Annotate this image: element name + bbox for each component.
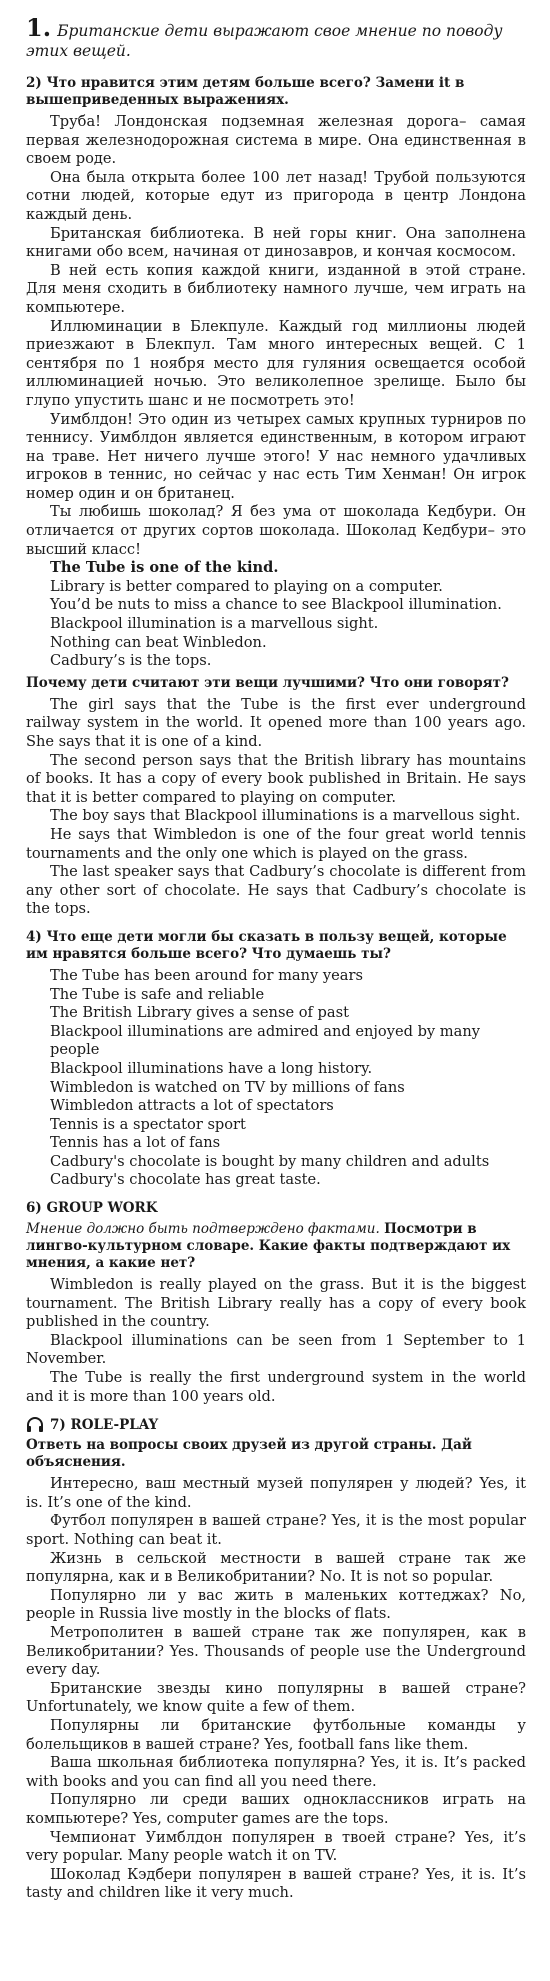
paragraph: Она была открыта более 100 лет назад! Трубой пользуются сотни людей, которые едут из пригорода в центр Лондона каждый день. [26,168,526,223]
section-7-subheading: Ответь на вопросы своих друзей из другой страны. Дай объяснения. [26,1437,472,1471]
section-4-list [50,967,526,1190]
paragraph: Шоколад Кэдбери популярен в вашей стране? Yes, it is. It’s tasty and children like it very much. [26,1865,526,1902]
paragraph: Футбол популярен в вашей стране? Yes, it is the most popular sport. Nothing can beat it. [26,1512,526,1548]
paragraph: The Tube is really the first underground system in the world and it is more than 100 years old. [26,1369,526,1405]
paragraph: Британская библиотека. В ней горы книг. Она заполнена книгами обо всем, начиная от динозавров, и кончая космосом. [26,224,526,261]
list-item: The Tube is safe and reliable [50,985,265,1003]
list-item: Blackpool illuminations have a long history. [50,1059,373,1077]
paragraph: Интересно, ваш местный музей популярен у людей? Yes, it is. It’s one of the kind. [26,1475,526,1511]
exercise-number: 1. [26,13,52,42]
list-item: Cadbury's chocolate has great taste. [50,1171,321,1189]
paragraph: Труба! Лондонская подземная железная дорога– самая первая железнодорожная система в мире. Она единственная в своем роде. [26,113,526,168]
paragraph: Популярно ли среди ваших одноклассников играть на компьютере? Yes, computer games are the tops. [26,1791,526,1827]
section-2-answer-list [50,559,526,671]
list-item: Cadbury's chocolate is bought by many children and adults [50,1152,490,1170]
list-item: Blackpool illuminations are admired and enjoyed by many people [50,1022,480,1059]
section-6-subheading-bold: Посмотри в лингво-культурном словаре. Какие факты подтверждают их мнения, а какие нет? [26,1221,511,1272]
list-item: The Tube has been around for many years [50,966,363,984]
paragraph: Wimbledon is really played on the grass. But it is the biggest tournament. The British Library really has a copy of every book published in the country. [26,1276,526,1331]
exercise-title-text: Британские дети выражают свое мнение по поводу этих вещей. [26,22,503,60]
list-item: Wimbledon is watched on TV by millions of fans [50,1078,405,1096]
list-item: You’d be nuts to miss a chance to see Blackpool illumination. [50,596,502,614]
section-4-heading: 4) Что еще дети могли бы сказать в пользу вещей, которые им нравятся больше всего? Что думаешь ты? [26,928,507,962]
paragraph: Британские звезды кино популярны в вашей стране? Unfortunately, we know quite a few of them. [26,1679,526,1716]
section-7-heading-row [26,1416,526,1433]
section-7-paragraphs [26,1475,526,1903]
paragraph: Blackpool illuminations can be seen from 1 September to 1 November. [26,1331,526,1368]
paragraph: Чемпионат Уимблдон популярен в твоей стране? Yes, it’s very popular. Many people watch it on TV. [26,1828,526,1865]
section-6-subheading [26,1221,526,1272]
paragraph: Жизнь в сельской местности в вашей стране так же популярна, как и в Великобритании? No. It is not so popular. [26,1549,526,1586]
paragraph: Уимблдон! Это один из четырех самых крупных турниров по теннису. Уимблдон является единственным, в котором играют на траве. Нет ничего лучше этого! У нас немного удачливых игроков в теннис, но сейчас у нас есть Тим Хенман! Он игрок номер один и он британец. [26,410,526,502]
headphones-icon [26,1416,44,1433]
list-item: The British Library gives a sense of past [50,1004,349,1022]
section-6-subheading-italic: Мнение должно быть подтверждено фактами. [26,1221,380,1238]
section-6-heading: 6) GROUP WORK [26,1200,158,1217]
section-2-heading: 2) Что нравится этим детям больше всего? Замени it в вышеприведенных выражениях. [26,75,465,108]
list-item: The Tube is one of the kind. [50,559,279,577]
paragraph: Ты любишь шоколад? Я без ума от шоколада Кедбури. Он отличается от других сортов шоколада. Шоколад Кедбури– это высший класс! [26,503,526,558]
section-7-heading: 7) ROLE-PLAY [50,1416,159,1433]
paragraph: The boy says that Blackpool illuminations is a marvellous sight. [50,807,521,825]
list-item: Nothing can beat Winbledon. [50,633,267,651]
paragraph: Ваша школьная библиотека популярна? Yes, it is. It’s packed with books and you can find all you need there. [26,1754,526,1790]
paragraph: The last speaker says that Cadbury’s chocolate is different from any other sort of chocolate. He says that Cadbury’s chocolate is the tops. [26,863,526,918]
section-6-paragraphs [26,1276,526,1406]
list-item: Cadbury’s is the tops. [50,652,212,670]
list-item: Blackpool illumination is a marvellous sight. [50,615,379,633]
section-3-heading: Почему дети считают эти вещи лучшими? Что они говорят? [26,674,509,691]
list-item: Wimbledon attracts a lot of spectators [50,1097,334,1115]
paragraph: Метрополитен в вашей стране так же популярен, как в Великобритании? Yes. Thousands of people use the Underground every day. [26,1623,526,1679]
paragraph: The girl says that the Tube is the first ever underground railway system in the world. It opened more than 100 years ago. She says that it is one of a kind. [26,695,526,750]
paragraph: Популярны ли британские футбольные команды у болельщиков в вашей стране? Yes, football fans like them. [26,1716,526,1753]
section-2-paragraphs [26,113,526,559]
list-item: Tennis is a spectator sport [50,1115,246,1133]
paragraph: He says that Wimbledon is one of the four great world tennis tournaments and the only one which is played on the grass. [26,825,526,862]
list-item: Library is better compared to playing on a computer. [50,577,443,595]
paragraph: The second person says that the British library has mountains of books. It has a copy of every book published in Britain. He says that it is better compared to playing on computer. [26,751,526,806]
paragraph: Популярно ли у вас жить в маленьких коттеджах? No, people in Russia live mostly in the blocks of flats. [26,1586,526,1623]
exercise-title [26,13,526,61]
paragraph: Иллюминации в Блекпуле. Каждый год миллионы людей приезжают в Блекпул. Там много интересных вещей. С 1 сентября по 1 ноября место для гуляния освещается особой иллюминацией ночью. Это великолепное зрелище. Было бы глупо упустить шанс и не посмотреть это! [26,317,526,409]
list-item: Tennis has a lot of fans [50,1134,221,1152]
section-3-paragraphs [26,696,526,919]
paragraph: В ней есть копия каждой книги, изданной в этой стране. Для меня сходить в библиотеку намного лучше, чем играть на компьютере. [26,261,526,316]
